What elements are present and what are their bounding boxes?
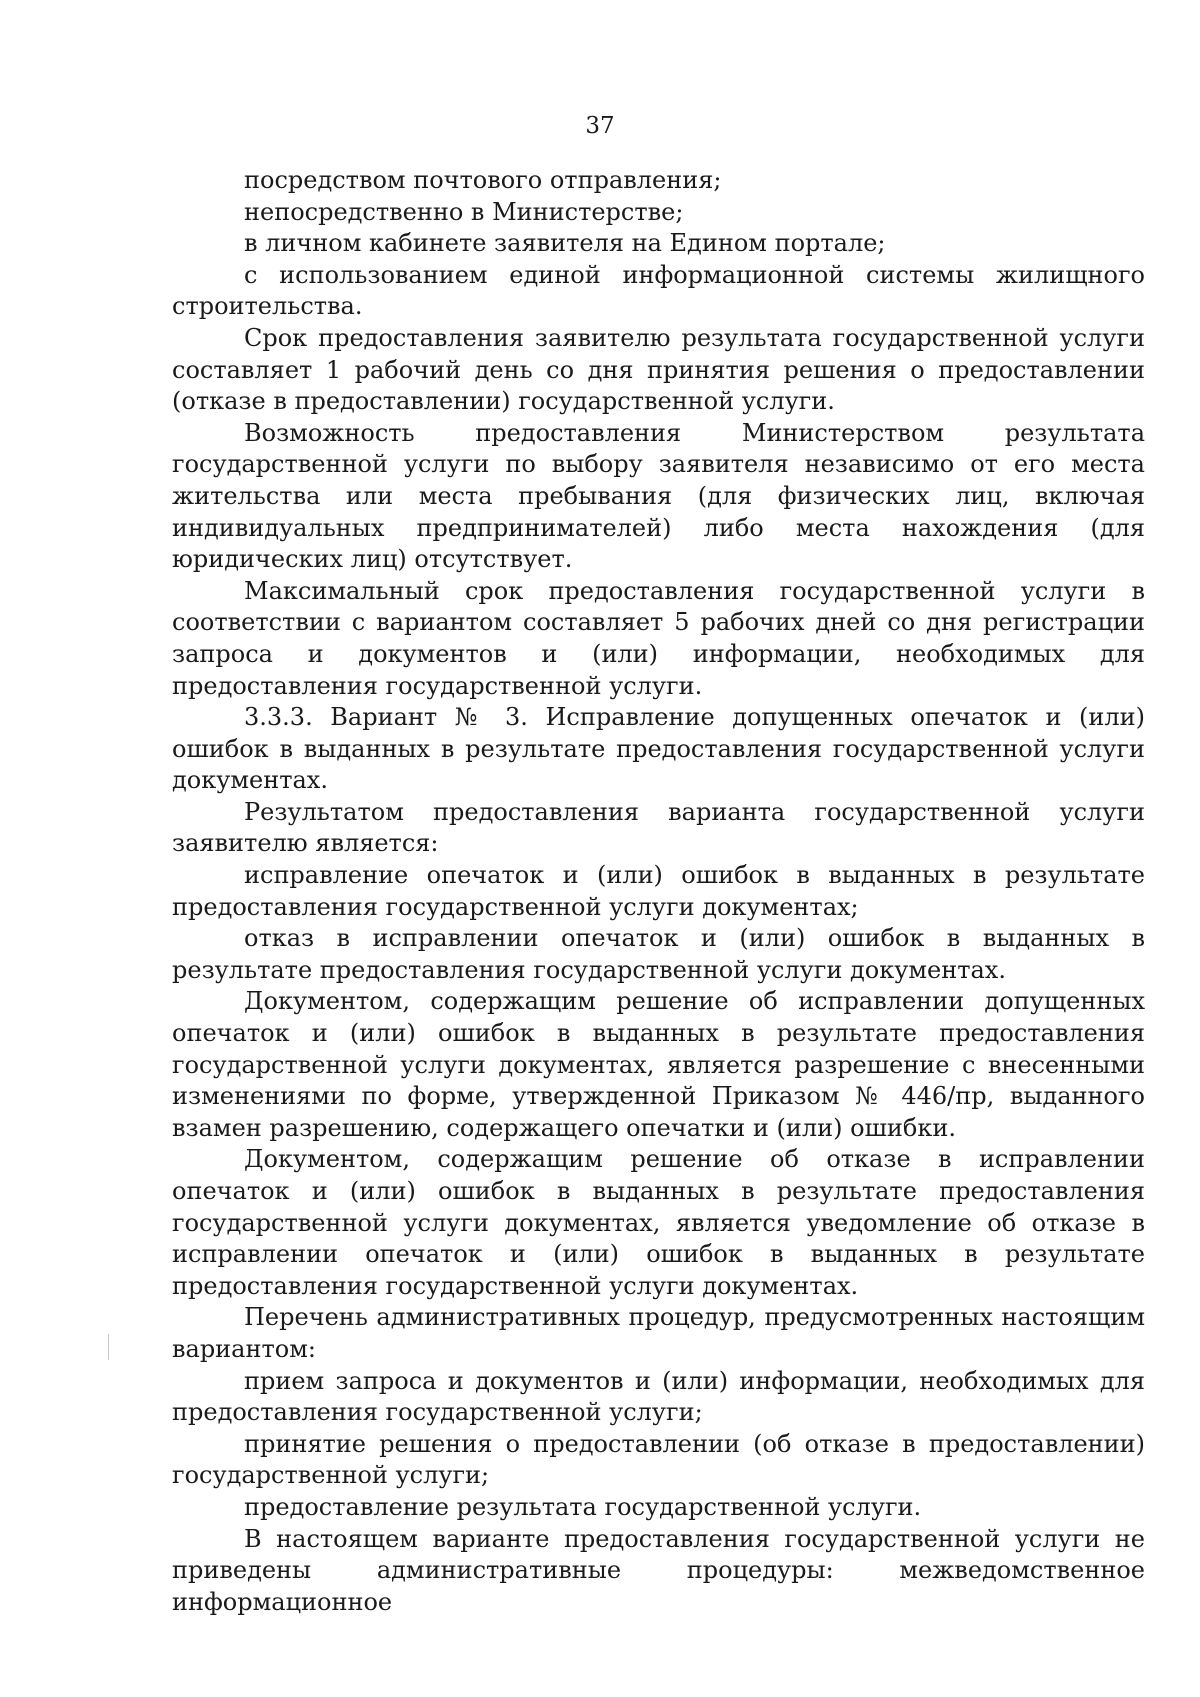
paragraph-not-included-procedures: В настоящем варианте предоставления государственной услуги не приведены административные процедуры: межведомственное информационное <box>172 1524 1145 1616</box>
document-body <box>172 165 1145 1618</box>
paragraph-max-term: Максимальный срок предоставления государственной услуги в соответствии с вариантом составляет 5 рабочих дней со дня регистрации запроса и документов и (или) информации, необходимых для предоставления государственной услуги. <box>172 576 1145 700</box>
paragraph-extraterritorial: Возможность предоставления Министерством результата государственной услуги по выбору заявителя независимо от его места жительства или места пребывания (для физических лиц, включая индивидуальных предпринимателей) либо места нахождения (для юридических лиц) отсутствует. <box>172 418 1145 574</box>
paragraph-delivery-by-mail: посредством почтового отправления; <box>244 166 722 194</box>
paragraph-variant-result: Результатом предоставления варианта государственной услуги заявителю является: <box>172 797 1145 858</box>
paragraph-correction-refusal: отказ в исправлении опечаток и (или) ошибок в выданных в результате предоставления государственной услуги документах. <box>172 924 1145 984</box>
margin-mark <box>108 1334 109 1360</box>
paragraph-procedure-decision: принятие решения о предоставлении (об отказе в предоставлении) государственной услуги; <box>172 1429 1145 1490</box>
paragraph-delivery-housing-system: с использованием единой информационной системы жилищного строительства. <box>172 260 1145 321</box>
paragraph-refusal-document: Документом, содержащим решение об отказе в исправлении опечаток и (или) ошибок в выданных в результате предоставления государственной услуги документах, является уведомление об отказе в исправлении опечаток и (или) ошибок в выданных в результате предоставления государственной услуги документах. <box>172 1145 1145 1300</box>
paragraph-procedure-result: предоставление результата государственной услуги. <box>244 1492 922 1521</box>
paragraph-correction-document: Документом, содержащим решение об исправлении допущенных опечаток и (или) ошибок в выданных в результате предоставления государственной услуги документах, является разрешение с внесенными изменениями по форме, утвержденной Приказом № 446/пр, выданного взамен разрешению, содержащего опечатки и (или) ошибки. <box>172 987 1145 1142</box>
paragraph-procedure-intake: прием запроса и документов и (или) информации, необходимых для предоставления государственной услуги; <box>172 1366 1145 1427</box>
paragraph-procedures-list: Перечень административных процедур, предусмотренных настоящим вариантом: <box>172 1303 1145 1363</box>
paragraph-result-term: Срок предоставления заявителю результата государственной услуги составляет 1 рабочий день со дня принятия решения о предоставлении (отказе в предоставлении) государственной услуги. <box>172 323 1145 416</box>
paragraph-delivery-personal-cabinet: в личном кабинете заявителя на Едином портале; <box>244 229 886 258</box>
section-heading-variant-3: 3.3.3. Вариант № 3. Исправление допущенных опечаток и (или) ошибок в выданных в результате предоставления государственной услуги документах. <box>172 703 1145 795</box>
paragraph-correction: исправление опечаток и (или) ошибок в выданных в результате предоставления государственной услуги документах; <box>172 861 1145 921</box>
page-number: 37 <box>585 113 615 139</box>
paragraph-delivery-in-ministry: непосредственно в Министерстве; <box>244 197 684 226</box>
